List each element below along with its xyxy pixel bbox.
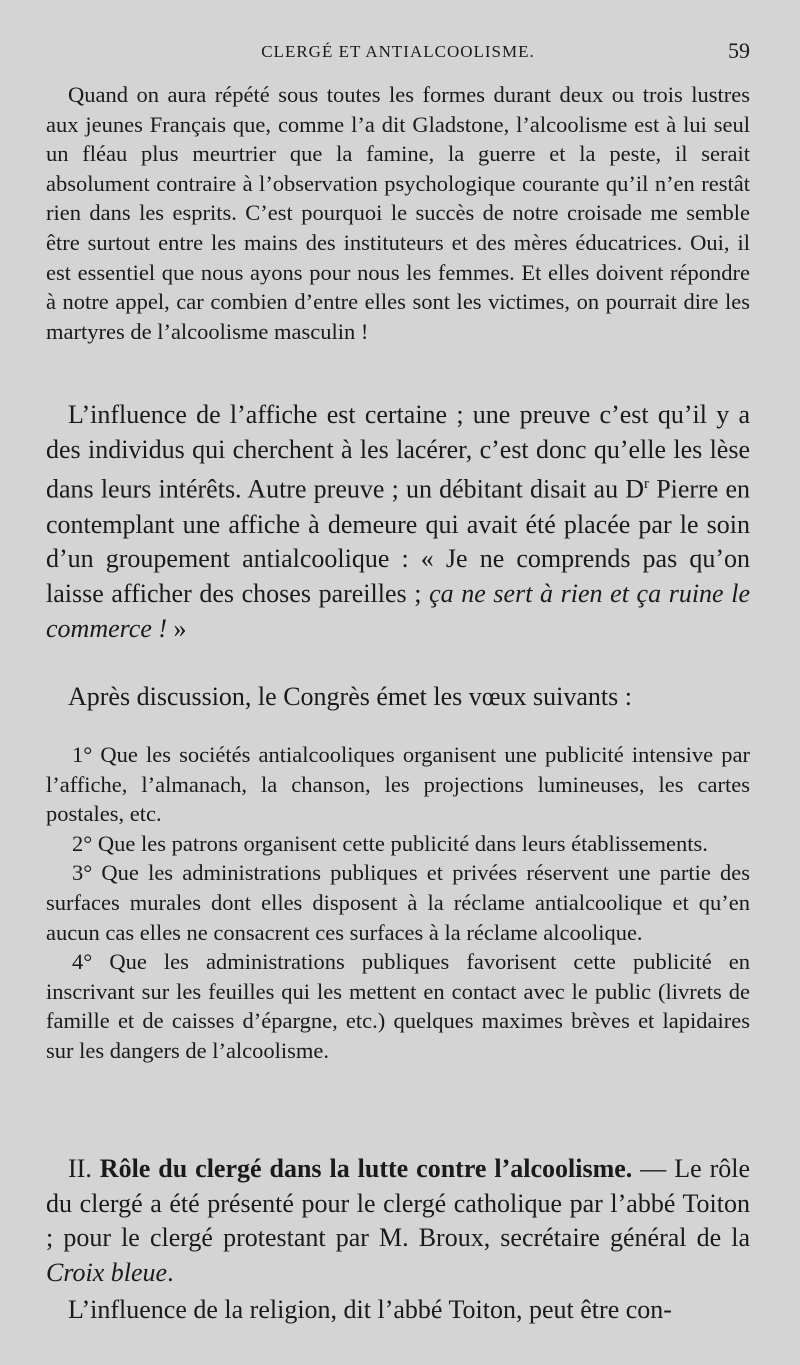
paragraph-text-start: L’influence de l’affiche est certaine ; une preuve c’est qu’il y a des individus qui cherchent à les lacérer, c’est donc qu’elle les lèse dans leurs intérêts. Autre preuve ; un débitant disait au D	[46, 400, 750, 505]
section-number: II.	[68, 1154, 92, 1183]
page-number: 59	[728, 38, 750, 63]
quote-paragraph	[46, 80, 750, 346]
page-header	[46, 38, 750, 68]
last-paragraph	[46, 1293, 750, 1328]
doctor-abbrev-sup: r	[644, 476, 650, 493]
section-italic: Croix bleue	[46, 1257, 168, 1287]
resolution-intro	[46, 680, 750, 714]
vow-item: 1° Que les sociétés antialcooliques organisent une publicité intensive par l’affiche, l’almanach, la chanson, les projections lumineuses, les cartes postales, etc.	[46, 742, 750, 827]
paragraph-text-end: »	[167, 613, 187, 643]
section-text: — Le rôle du clergé a été présenté pour le clergé catholique par l’abbé Toiton ; pour le clergé protestant par M. Broux, secrétaire général de la	[46, 1154, 751, 1252]
section-paragraph	[46, 1152, 750, 1290]
vow-item: 2° Que les patrons organisent cette publicité dans leurs établissements.	[72, 830, 708, 856]
paragraph-text: Quand on aura répété sous toutes les formes durant deux ou trois lustres aux jeunes Français que, comme l’a dit Gladstone, l’alcoolisme est à lui seul un fléau plus meurtrier que la famine, la guerre et la peste, il serait absolument contraire à l’observation psychologique courante qu’il n’en restât rien dans les esprits. C’est pourquoi le succès de notre croisade me semble être surtout entre les mains des instituteurs et des mères éducatrices. Oui, il est essentiel que nous ayons pour nous les femmes. Et elles doivent répondre à notre appel, car combien d’entre elles sont les victimes, on pourrait dire les martyres de l’alcoolisme masculin !	[46, 82, 750, 344]
paragraph-text-middle: Pierre en contemplant une affiche à demeure qui avait été placée par le soin d’un groupement antialcoolique : « Je ne comprends pas qu’on laisse afficher des choses pareilles ;	[46, 475, 750, 609]
paragraph-text: L’influence de la religion, dit l’abbé Toiton, peut être con-	[68, 1295, 672, 1324]
quote-italic: ça ne sert à rien et ça ruine le commerce !	[46, 579, 750, 643]
vow-item: 4° Que les administrations publiques favorisent cette publicité en inscrivant sur les feuilles qui les mettent en contact avec le public (livrets de famille et de caisses d’épargne, etc.) quelques maximes brèves et lapidaires sur les dangers de l’alcoolisme.	[46, 949, 750, 1063]
section-ii	[46, 1152, 750, 1290]
vows-list	[46, 740, 750, 1066]
paragraph-text	[46, 398, 750, 647]
section-title: Rôle du clergé dans la lutte contre l’alcoolisme.	[99, 1154, 633, 1183]
poster-paragraph	[46, 398, 750, 647]
vow-item: 3° Que les administrations publiques et privées réservent une partie des surfaces murales dont elles disposent à la réclame antialcoolique et qu’en aucun cas elles ne consacrent ces surfaces à la réclame alcoolique.	[46, 860, 750, 945]
section-text-end: .	[167, 1257, 174, 1287]
running-head: CLERGÉ ET ANTIALCOOLISME.	[261, 42, 535, 61]
paragraph-text: Après discussion, le Congrès émet les vœux suivants :	[68, 682, 632, 711]
